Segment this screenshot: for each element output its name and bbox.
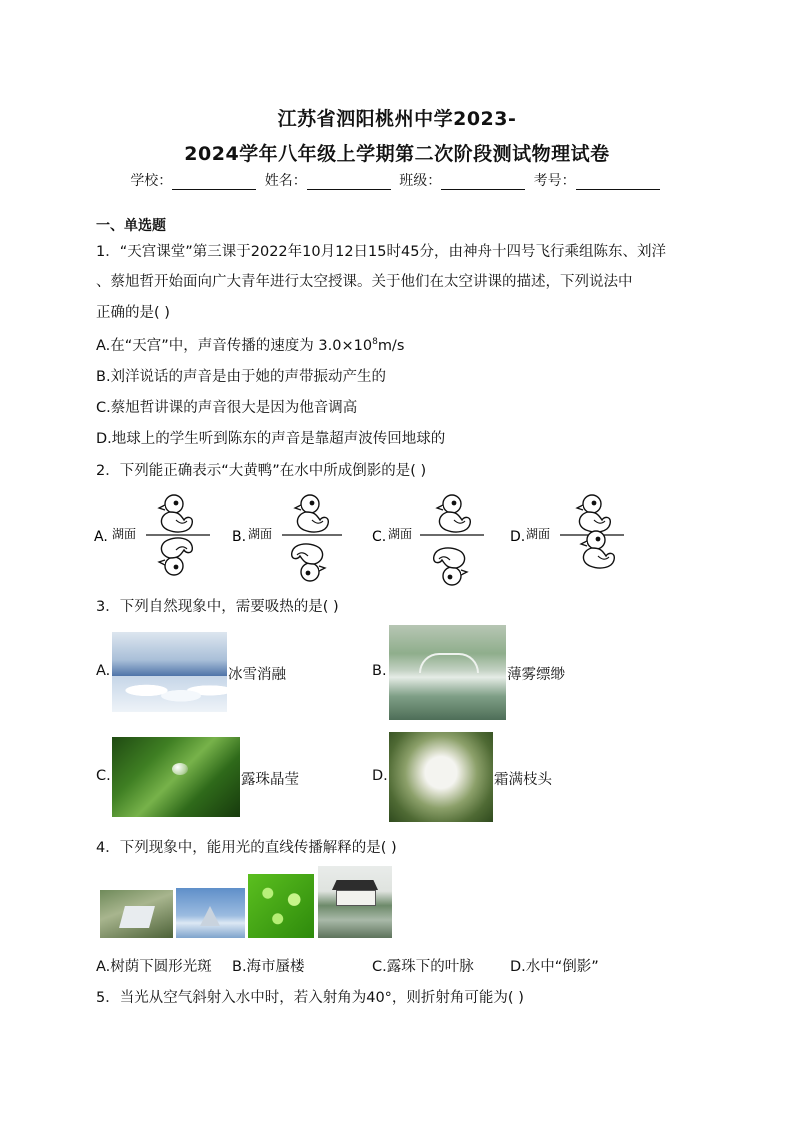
q2-option-b-reflection-icon <box>292 544 325 581</box>
q3-option-b-caption: 薄雾缥缈 <box>507 667 565 683</box>
q2-option-d[interactable] <box>510 495 624 568</box>
q2-option-a-label: A. <box>94 529 108 545</box>
q1-stem-line1: 1．“天宫课堂”第三课于2022年10月12日15时45分，由神舟十四号飞行乘组陈东、刘洋 <box>96 244 666 260</box>
q3-option-d-photo <box>389 732 493 822</box>
exam-title-line2: 2024学年八年级上学期第二次阶段测试物理试卷 <box>184 143 610 165</box>
number-blank[interactable] <box>576 175 660 190</box>
q1-stem-line2: 、蔡旭哲开始面向广大青年进行太空授课。关于他们在太空讲课的描述，下列说法中 <box>96 274 633 290</box>
q4-photo-c <box>248 874 314 938</box>
q3-option-a-label[interactable]: A. <box>96 663 111 679</box>
q2-option-c-reflection-icon <box>434 548 467 585</box>
q1-stem-line3: 正确的是( ) <box>96 305 170 321</box>
q2-option-c-duck-icon <box>437 495 470 532</box>
exam-title-line1: 江苏省泗阳桃州中学2023- <box>277 108 517 130</box>
q1-option-a-exponent: 8 <box>372 337 378 348</box>
name-blank[interactable] <box>307 175 391 190</box>
q2-duck-options <box>90 484 650 590</box>
q2-stem: 2．下列能正确表示“大黄鸭”在水中所成倒影的是( ) <box>96 463 427 479</box>
q2-option-d-duck-icon <box>577 495 610 532</box>
q1-option-a-unit: m/s <box>377 338 405 354</box>
q4-option-c[interactable]: C.露珠下的叶脉 <box>372 959 474 975</box>
class-label: 班级： <box>399 173 442 189</box>
q3-option-a-photo <box>112 632 227 712</box>
name-label: 姓名： <box>264 173 307 189</box>
school-blank[interactable] <box>172 175 256 190</box>
q4-option-a[interactable]: A.树荫下圆形光斑 <box>96 959 212 975</box>
q2-option-b-duck-icon <box>295 495 328 532</box>
q3-option-d-label[interactable]: D. <box>372 768 388 784</box>
section-title: 一、单选题 <box>96 218 166 234</box>
q2-option-a-lake: 湖面 <box>112 527 137 541</box>
q3-option-d-caption: 霜满枝头 <box>494 772 552 788</box>
q4-photo-b <box>176 888 245 938</box>
q2-option-c-label: C. <box>372 529 387 545</box>
q2-option-a-reflection-icon <box>159 538 192 575</box>
q3-option-b-label[interactable]: B. <box>372 663 387 679</box>
q3-option-c-photo <box>112 737 240 817</box>
q2-option-b-label: B. <box>232 529 247 545</box>
q4-photo-a <box>100 890 173 938</box>
q2-option-d-lake: 湖面 <box>526 527 551 541</box>
q2-option-a-duck-icon <box>159 495 192 532</box>
q5-stem: 5．当光从空气斜射入水中时，若入射角为40°，则折射角可能为( ) <box>96 990 524 1006</box>
q4-photo-d <box>318 866 392 938</box>
q1-option-a <box>96 334 404 355</box>
q2-option-d-label: D. <box>510 529 526 545</box>
number-label: 考号： <box>533 173 576 189</box>
q3-option-a-caption: 冰雪消融 <box>228 667 286 683</box>
q2-option-a[interactable] <box>94 495 210 575</box>
q3-option-c-label[interactable]: C. <box>96 768 111 784</box>
q2-option-b[interactable] <box>232 495 342 581</box>
q1-option-c: C.蔡旭哲讲课的声音很大是因为他音调高 <box>96 400 358 416</box>
student-info-row <box>0 170 794 190</box>
q2-option-b-lake: 湖面 <box>248 527 273 541</box>
q2-option-c-lake: 湖面 <box>388 527 413 541</box>
q2-option-d-reflection-icon <box>581 531 614 568</box>
q3-option-b-photo <box>389 625 506 720</box>
q3-option-c-caption: 露珠晶莹 <box>241 772 299 788</box>
school-label: 学校： <box>130 173 173 189</box>
q1-option-b: B.刘洋说话的声音是由于她的声带振动产生的 <box>96 369 387 385</box>
class-blank[interactable] <box>441 175 525 190</box>
q1-option-a-text: A.在“天宫”中，声音传播的速度为 3.0×10 <box>96 338 373 354</box>
q2-option-c[interactable] <box>372 495 484 585</box>
q4-option-d[interactable]: D.水中“倒影” <box>510 959 599 975</box>
q4-stem: 4．下列现象中，能用光的直线传播解释的是( ) <box>96 840 397 856</box>
q1-option-d: D.地球上的学生听到陈东的声音是靠超声波传回地球的 <box>96 431 446 447</box>
q4-option-b[interactable]: B.海市蜃楼 <box>232 959 305 975</box>
q3-stem: 3．下列自然现象中，需要吸热的是( ) <box>96 599 339 615</box>
